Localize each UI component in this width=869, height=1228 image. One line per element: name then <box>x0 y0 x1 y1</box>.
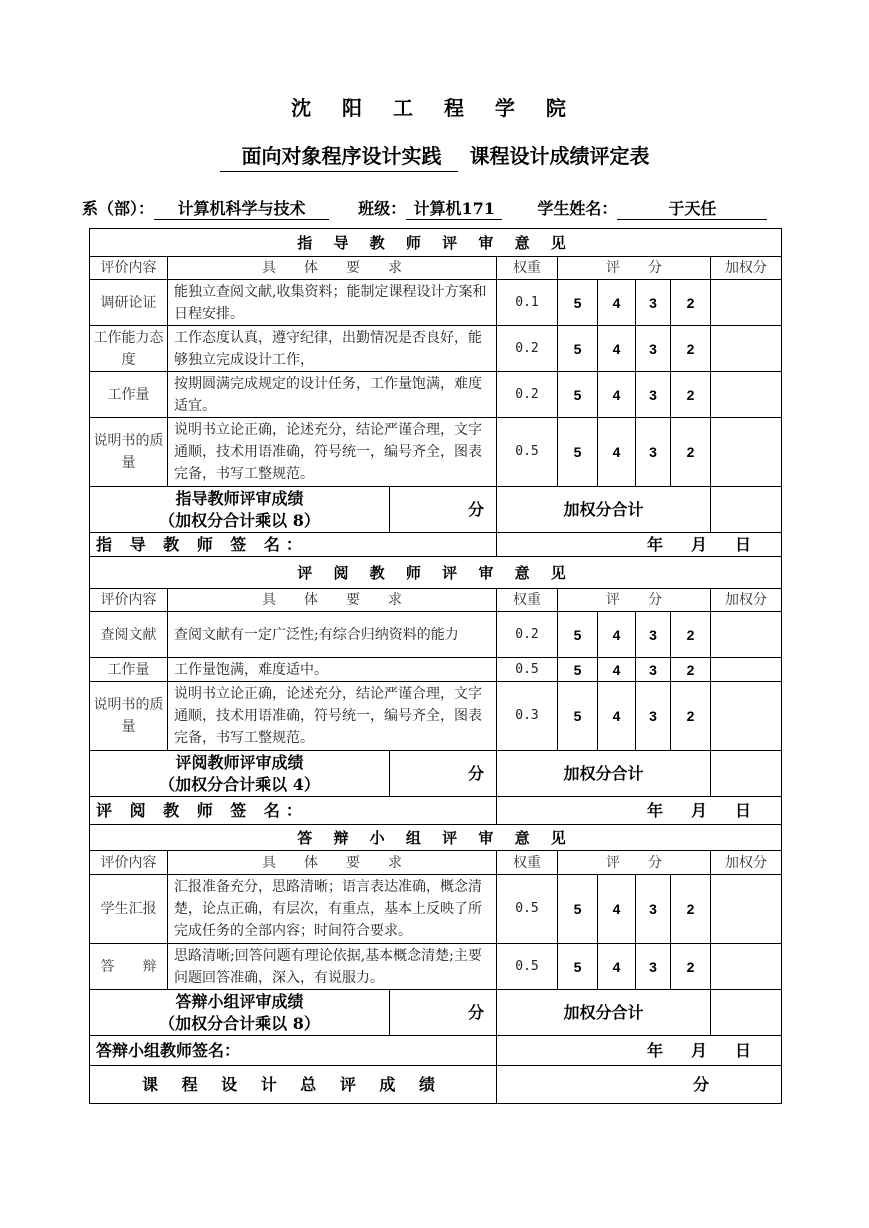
reviewer-weighted-total-label: 加权分合计 <box>497 751 711 797</box>
score-option[interactable]: 3 <box>636 875 671 944</box>
requirement-cell: 查阅文献有一定广泛性;有综合归纳资料的能力 <box>168 612 497 658</box>
reviewer-weighted-total-field[interactable] <box>711 751 782 797</box>
weighted-score-cell[interactable] <box>711 682 782 751</box>
item-cell: 说明书的质量 <box>90 682 168 751</box>
requirement-cell: 思路清晰;回答问题有理论依据,基本概念清楚;主要问题回答准确，深入，有说服力。 <box>168 944 497 990</box>
score-option[interactable]: 2 <box>671 682 711 751</box>
requirement-cell: 汇报准备充分，思路清晰；语言表达准确，概念清楚，论点正确，有层次，有重点，基本上反映了所完成任务的全部内容；时间符合要求。 <box>168 875 497 944</box>
class-value: 计算机171 <box>406 196 502 220</box>
item-cell: 调研论证 <box>90 280 168 326</box>
score-option[interactable]: 4 <box>598 612 636 658</box>
defense-summary-label <box>90 990 390 1036</box>
final-grade-label: 课 程 设 计 总 评 成 绩 <box>90 1066 497 1104</box>
col-item-header: 评价内容 <box>90 851 168 875</box>
score-option[interactable]: 4 <box>598 875 636 944</box>
score-option[interactable]: 3 <box>636 612 671 658</box>
requirement-cell: 工作态度认真，遵守纪律，出勤情况是否良好，能够独立完成设计工作， <box>168 326 497 372</box>
score-option[interactable]: 3 <box>636 658 671 682</box>
score-option[interactable]: 2 <box>671 944 711 990</box>
defense-weighted-total-label: 加权分合计 <box>497 990 711 1036</box>
col-weight-header: 权重 <box>497 851 558 875</box>
score-option[interactable]: 3 <box>636 326 671 372</box>
score-option[interactable]: 3 <box>636 682 671 751</box>
advisor-score-field[interactable]: 分 <box>390 487 497 533</box>
score-option[interactable]: 3 <box>636 944 671 990</box>
score-option[interactable]: 3 <box>636 418 671 487</box>
reviewer-score-field[interactable]: 分 <box>390 751 497 797</box>
item-cell: 答 辩 <box>90 944 168 990</box>
student-info-row <box>82 196 767 220</box>
summary-label-line2: （加权分合计乘以 4） <box>159 774 320 794</box>
table-row <box>90 280 782 326</box>
col-item-header: 评价内容 <box>90 257 168 280</box>
weighted-score-cell[interactable] <box>711 418 782 487</box>
reviewer-signature-label: 评 阅 教 师 签 名： <box>90 797 497 825</box>
score-option[interactable]: 4 <box>598 326 636 372</box>
table-row <box>90 682 782 751</box>
score-option[interactable]: 5 <box>558 658 598 682</box>
col-score-header: 评 分 <box>558 257 711 280</box>
dept-label: 系（部）： <box>82 199 155 218</box>
col-score-header: 评 分 <box>558 589 711 612</box>
score-option[interactable]: 4 <box>598 658 636 682</box>
defense-date[interactable] <box>497 1036 782 1066</box>
table-row <box>90 875 782 944</box>
defense-score-field[interactable]: 分 <box>390 990 497 1036</box>
form-title <box>0 140 869 172</box>
weight-cell: 0.5 <box>497 658 558 682</box>
score-option[interactable]: 5 <box>558 612 598 658</box>
weighted-score-cell[interactable] <box>711 326 782 372</box>
weighted-score-cell[interactable] <box>711 612 782 658</box>
advisor-summary-row <box>90 487 782 533</box>
advisor-date[interactable] <box>497 533 782 557</box>
student-name-value: 于天任 <box>617 196 767 220</box>
score-option[interactable]: 5 <box>558 875 598 944</box>
requirement-cell: 能独立查阅文献,收集资料；能制定课程设计方案和日程安排。 <box>168 280 497 326</box>
score-option[interactable]: 4 <box>598 280 636 326</box>
advisor-weighted-total-field[interactable] <box>711 487 782 533</box>
weight-cell: 0.5 <box>497 418 558 487</box>
reviewer-section-title: 评 阅 教 师 评 审 意 见 <box>90 557 782 589</box>
item-cell: 查阅文献 <box>90 612 168 658</box>
score-option[interactable]: 4 <box>598 682 636 751</box>
weighted-score-cell[interactable] <box>711 372 782 418</box>
student-name-label: 学生姓名： <box>537 199 618 218</box>
date-month: 月 <box>691 534 708 554</box>
table-row <box>90 944 782 990</box>
score-option[interactable]: 2 <box>671 372 711 418</box>
requirement-cell: 说明书立论正确，论述充分，结论严谨合理，文字通顺，技术用语准确，符号统一，编号齐全，图表完备，书写工整规范。 <box>168 418 497 487</box>
date-year: 年 <box>646 800 663 820</box>
col-requirement-header: 具 体 要 求 <box>168 589 497 612</box>
weight-cell: 0.3 <box>497 682 558 751</box>
class-label: 班级： <box>358 199 407 218</box>
course-name: 面向对象程序设计实践 <box>220 140 458 172</box>
item-cell: 工作量 <box>90 658 168 682</box>
advisor-sign-row <box>90 533 782 557</box>
date-day: 日 <box>735 534 752 554</box>
col-weight-header: 权重 <box>497 589 558 612</box>
advisor-weighted-total-label: 加权分合计 <box>497 487 711 533</box>
weight-cell: 0.5 <box>497 944 558 990</box>
item-cell: 说明书的质量 <box>90 418 168 487</box>
score-option[interactable]: 2 <box>671 280 711 326</box>
summary-label-line1: 评阅教师评审成绩 <box>175 752 304 772</box>
score-option[interactable]: 2 <box>671 658 711 682</box>
item-cell: 工作量 <box>90 372 168 418</box>
weight-cell: 0.5 <box>497 875 558 944</box>
table-row <box>90 372 782 418</box>
col-requirement-header: 具 体 要 求 <box>168 257 497 280</box>
advisor-signature-label: 指 导 教 师 签 名： <box>90 533 497 557</box>
score-option[interactable]: 5 <box>558 326 598 372</box>
summary-label-line1: 答辩小组评审成绩 <box>175 991 304 1011</box>
weighted-score-cell[interactable] <box>711 658 782 682</box>
reviewer-summary-row <box>90 751 782 797</box>
score-option[interactable]: 5 <box>558 682 598 751</box>
requirement-cell: 按期圆满完成规定的设计任务，工作量饱满，难度适宜。 <box>168 372 497 418</box>
col-item-header: 评价内容 <box>90 589 168 612</box>
table-row <box>90 326 782 372</box>
dept-value: 计算机科学与技术 <box>154 196 329 220</box>
score-option[interactable]: 4 <box>598 418 636 487</box>
date-month: 月 <box>691 800 708 820</box>
summary-label-line1: 指导教师评审成绩 <box>175 488 304 508</box>
reviewer-sign-row <box>90 797 782 825</box>
school-name: 沈 阳 工 程 学 院 <box>291 96 578 120</box>
score-option[interactable]: 5 <box>558 944 598 990</box>
requirement-cell: 说明书立论正确，论述充分，结论严谨合理，文字通顺，技术用语准确，符号统一，编号齐全，图表完备，书写工整规范。 <box>168 682 497 751</box>
table-row <box>90 418 782 487</box>
table-row <box>90 612 782 658</box>
col-weight-header: 权重 <box>497 257 558 280</box>
advisor-section-title: 指 导 教 师 评 审 意 见 <box>90 229 782 257</box>
score-option[interactable]: 3 <box>636 280 671 326</box>
score-option[interactable]: 5 <box>558 372 598 418</box>
final-grade-field[interactable]: 分 <box>497 1066 782 1104</box>
score-option[interactable]: 4 <box>598 372 636 418</box>
date-day: 日 <box>735 800 752 820</box>
table-row <box>90 658 782 682</box>
defense-sign-row <box>90 1036 782 1066</box>
score-option[interactable]: 2 <box>671 875 711 944</box>
score-option[interactable]: 3 <box>636 372 671 418</box>
form-title-text: 课程设计成绩评定表 <box>469 144 650 168</box>
date-month: 月 <box>691 1040 708 1060</box>
reviewer-date[interactable] <box>497 797 782 825</box>
summary-label-line2: （加权分合计乘以 8） <box>159 1013 320 1033</box>
defense-signature-label: 答辩小组教师签名： <box>90 1036 497 1066</box>
weight-cell: 0.1 <box>497 280 558 326</box>
defense-weighted-total-field[interactable] <box>711 990 782 1036</box>
col-requirement-header: 具 体 要 求 <box>168 851 497 875</box>
advisor-summary-label <box>90 487 390 533</box>
col-weighted-header: 加权分 <box>711 851 782 875</box>
defense-section-title: 答 辩 小 组 评 审 意 见 <box>90 825 782 851</box>
date-year: 年 <box>646 1040 663 1060</box>
date-year: 年 <box>646 534 663 554</box>
score-option[interactable]: 2 <box>671 418 711 487</box>
weight-cell: 0.2 <box>497 612 558 658</box>
reviewer-summary-label <box>90 751 390 797</box>
summary-label-line2: （加权分合计乘以 8） <box>159 510 320 530</box>
score-option[interactable]: 5 <box>558 418 598 487</box>
weighted-score-cell[interactable] <box>711 280 782 326</box>
item-cell: 学生汇报 <box>90 875 168 944</box>
requirement-cell: 工作量饱满，难度适中。 <box>168 658 497 682</box>
grade-table <box>89 228 782 1104</box>
score-option[interactable]: 2 <box>671 612 711 658</box>
col-score-header: 评 分 <box>558 851 711 875</box>
score-option[interactable]: 2 <box>671 326 711 372</box>
defense-summary-row <box>90 990 782 1036</box>
weight-cell: 0.2 <box>497 372 558 418</box>
item-cell: 工作能力态度 <box>90 326 168 372</box>
score-option[interactable]: 4 <box>598 944 636 990</box>
score-option[interactable]: 5 <box>558 280 598 326</box>
final-row <box>90 1066 782 1104</box>
col-weighted-header: 加权分 <box>711 589 782 612</box>
weight-cell: 0.2 <box>497 326 558 372</box>
weighted-score-cell[interactable] <box>711 944 782 990</box>
date-day: 日 <box>735 1040 752 1060</box>
col-weighted-header: 加权分 <box>711 257 782 280</box>
weighted-score-cell[interactable] <box>711 875 782 944</box>
